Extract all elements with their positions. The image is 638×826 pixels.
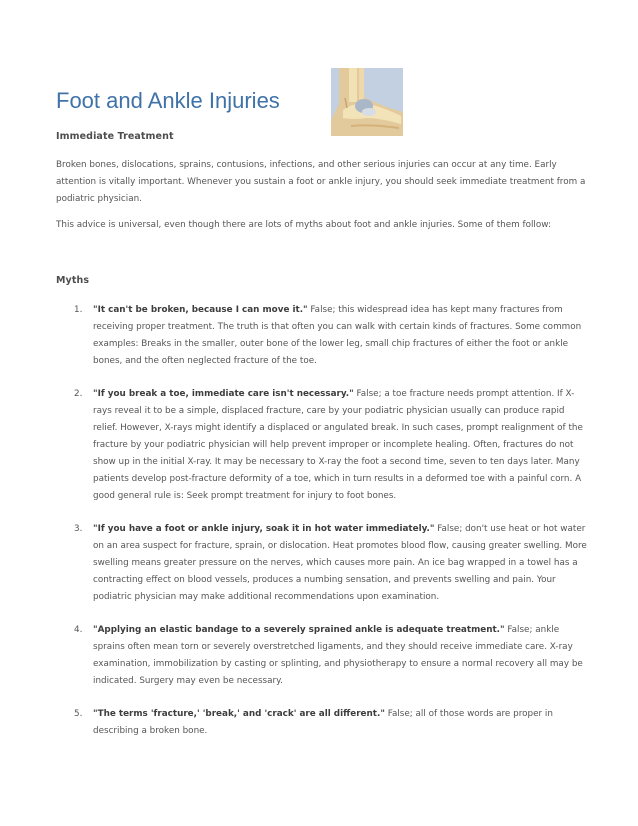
myth-explanation: False; ankle sprains often mean torn or severely overstretched ligaments, and they should receive immediate care. X-ray examination, immobilization by casting or splinting, and physiotherapy to ensure a normal recovery all may be indicated. Surgery may even be necessary. xyxy=(93,625,583,686)
myth-claim: "If you have a foot or ankle injury, soak it in hot water immediately." xyxy=(93,524,435,534)
foot-ankle-bones-illustration xyxy=(331,68,403,136)
myth-claim: "The terms 'fracture,' 'break,' and 'crack' are all different." xyxy=(93,709,385,719)
myth-number: 3. xyxy=(74,524,83,534)
myth-explanation: False; this widespread idea has kept many fractures from receiving proper treatment. The truth is that often you can walk with certain kinds of fractures. Some common examples: Breaks in the smaller, outer bone of the lower leg, small chip fractures of either the foot or ankle bones, and the often neglected fracture of the toe. xyxy=(93,305,582,366)
myth-explanation: False; all of those words are proper in describing a broken bone. xyxy=(93,709,553,736)
myth-item xyxy=(56,521,591,606)
myth-number: 5. xyxy=(74,709,83,719)
myths-intro-paragraph: This advice is universal, even though there are lots of myths about foot and ankle injuries. Some of them follow: xyxy=(56,220,551,230)
myths-list xyxy=(56,302,591,756)
myth-claim: "Applying an elastic bandage to a severely sprained ankle is adequate treatment." xyxy=(93,625,505,635)
page-title: Foot and Ankle Injuries xyxy=(56,88,280,113)
immediate-treatment-heading: Immediate Treatment xyxy=(56,131,174,142)
myth-item xyxy=(56,302,591,370)
myth-number: 2. xyxy=(74,389,83,399)
myths-heading: Myths xyxy=(56,275,90,286)
myth-explanation: False; a toe fracture needs prompt attention. If X-rays reveal it to be a simple, displaced fracture, care by your podiatric physician usually can produce rapid relief. However, X-rays might identify a displaced or angulated break. In such cases, prompt realignment of the fracture by your podiatric physician will help prevent improper or incomplete healing. Often, fractures do not show up in the initial X-ray. It may be necessary to X-ray the foot a second time, seven to ten days later. Many patients develop post-fracture deformity of a toe, which in turn results in a deformed toe with a painful corn. A good general rule is: Seek prompt treatment for injury to foot bones. xyxy=(93,389,583,501)
myth-explanation: False; don't use heat or hot water on an area suspect for fracture, sprain, or dislocation. Heat promotes blood flow, causing greater swelling. More swelling means greater pressure on the nerves, which causes more pain. An ice bag wrapped in a towel has a contracting effect on blood vessels, produces a numbing sensation, and prevents swelling and pain. Your podiatric physician may make additional recommendations upon examination. xyxy=(93,524,587,602)
myth-claim: "It can't be broken, because I can move it." xyxy=(93,305,308,315)
myth-item xyxy=(56,622,591,690)
intro-paragraph: Broken bones, dislocations, sprains, contusions, infections, and other serious injuries can occur at any time. Early attention is vitally important. Whenever you sustain a foot or ankle injury, you should seek immediate treatment from a podiatric physician. xyxy=(56,160,586,204)
myth-number: 1. xyxy=(74,305,83,315)
myth-item xyxy=(56,386,591,505)
myth-item xyxy=(56,706,591,740)
myth-number: 4. xyxy=(74,625,83,635)
myth-claim: "If you break a toe, immediate care isn't necessary." xyxy=(93,389,354,399)
